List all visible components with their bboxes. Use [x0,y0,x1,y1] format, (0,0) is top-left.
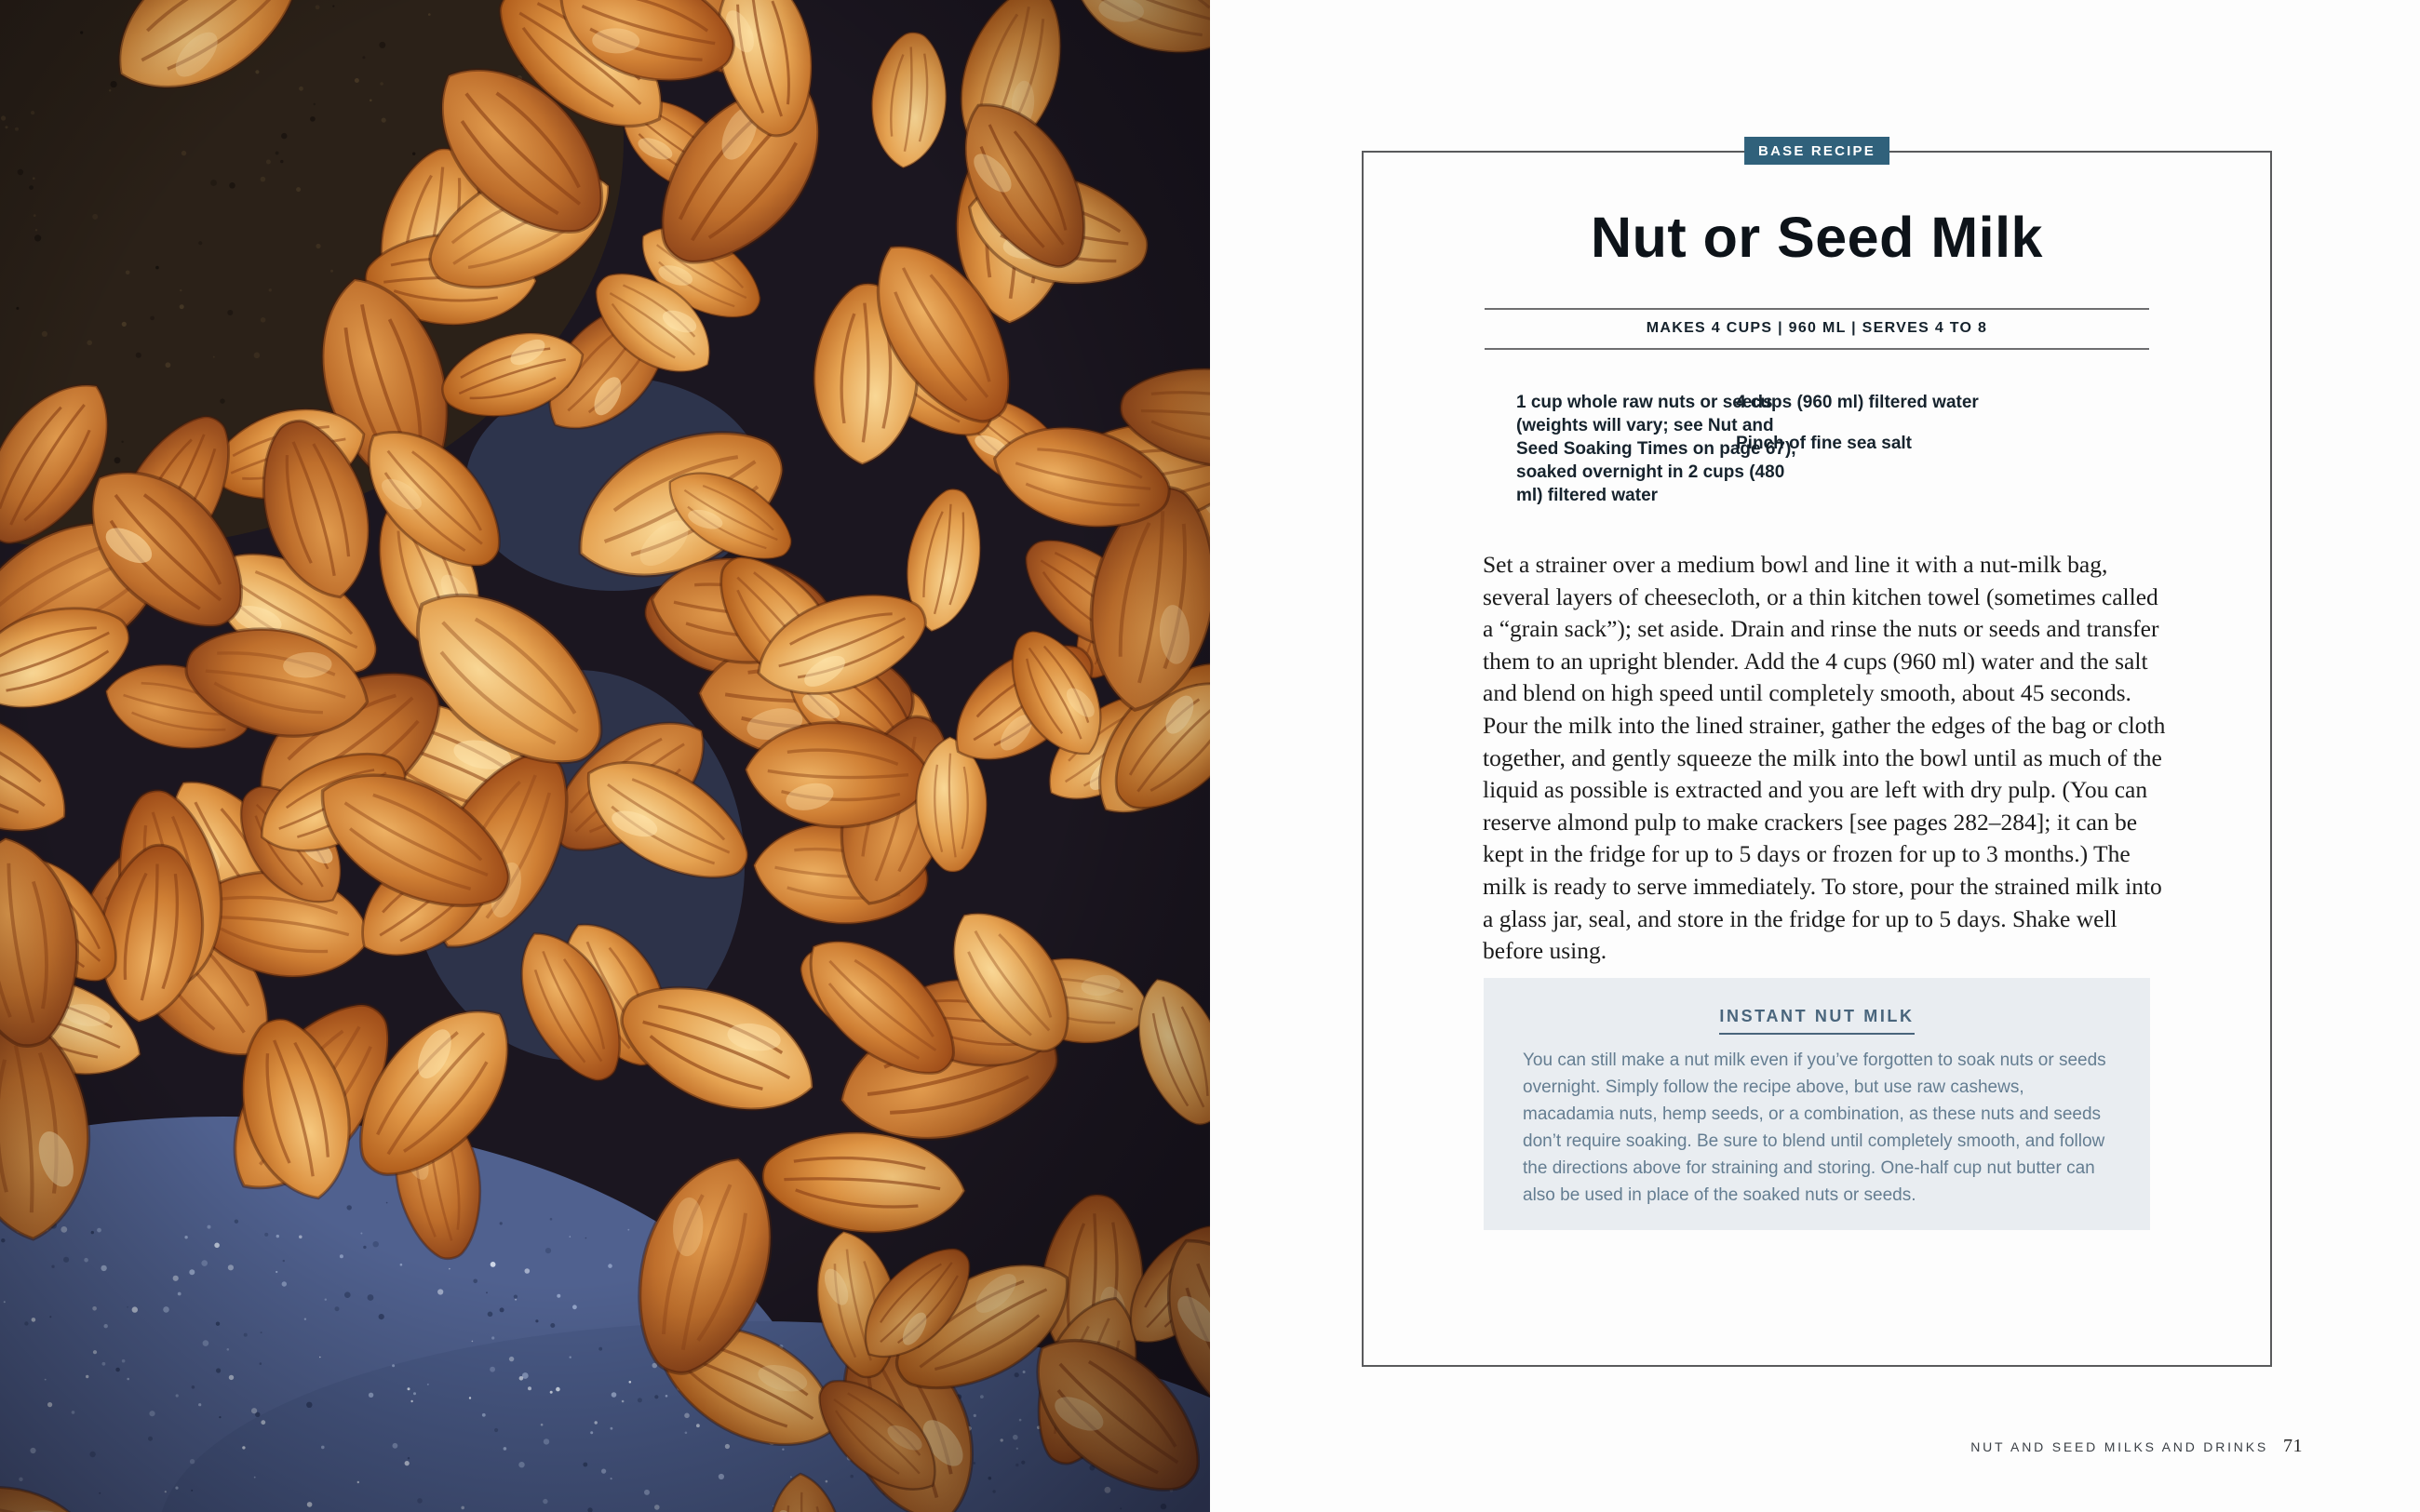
instructions-paragraph: Set a strainer over a medium bowl and line it with a nut-milk bag, several layers of cheesecloth, or a thin kitchen towel (sometimes called a “grain sack”); set aside. Drain and rinse the nuts or seeds and transfer them to an upright blender. Add the 4 cups (960 ml) water and the salt and blend on high speed until completely smooth, about 45 seconds. Pour the milk into the lined strainer, gather the edges of the bag or cloth together, and gently squeeze the milk into the bowl until as much of the liquid as possible is extracted and you are left with dry pulp. (You can reserve almond pulp to make crackers [see pages 282–284]; it can be kept in the fridge for up to 5 days or frozen for up to 3 months.) The milk is ready to serve immediately. To store, pour the strained milk into a glass jar, seal, and store in the fridge for up to 5 days. Shake well before using. [1483,551,2166,965]
recipe-page [1210,0,2420,1512]
page-footer [1210,1436,2303,1457]
instant-nut-milk-text: You can still make a nut milk even if you’ve forgotten to soak nuts or seeds overnight. Simply follow the recipe above, but use raw cashews, macadamia nuts, hemp seeds, or a combination, as these nuts and seeds don’t require soaking. Be sure to blend until completely smooth, and follow the directions above for straining and storing. One-half cup nut butter can also be used in place of the soaked nuts or seeds. [1523,1050,2106,1205]
base-recipe-badge: BASE RECIPE [1744,137,1889,165]
instant-nut-milk-box [1484,978,2150,1230]
ingredient-item: 1 cup whole raw nuts or seeds (weights will vary; see Nut and Seed Soaking Times on page 67), soaked overnight in 2 cups (480 ml) filtered water [1516,393,1796,505]
ingredient-item: 4 cups (960 ml) filtered water [1736,393,1979,412]
ingredient-item: Pinch of fine sea salt [1736,434,1912,453]
ingredients-column-right [1736,391,2099,473]
recipe-title: Nut or Seed Milk [1591,206,2043,269]
yield-line: MAKES 4 CUPS | 960 ML | SERVES 4 TO 8 [1485,308,2149,350]
page-number: 71 [2283,1436,2303,1456]
running-head: NUT AND SEED MILKS AND DRINKS [1970,1439,2268,1454]
instant-nut-milk-title: INSTANT NUT MILK [1719,1007,1914,1035]
recipe-frame [1362,143,2272,1367]
